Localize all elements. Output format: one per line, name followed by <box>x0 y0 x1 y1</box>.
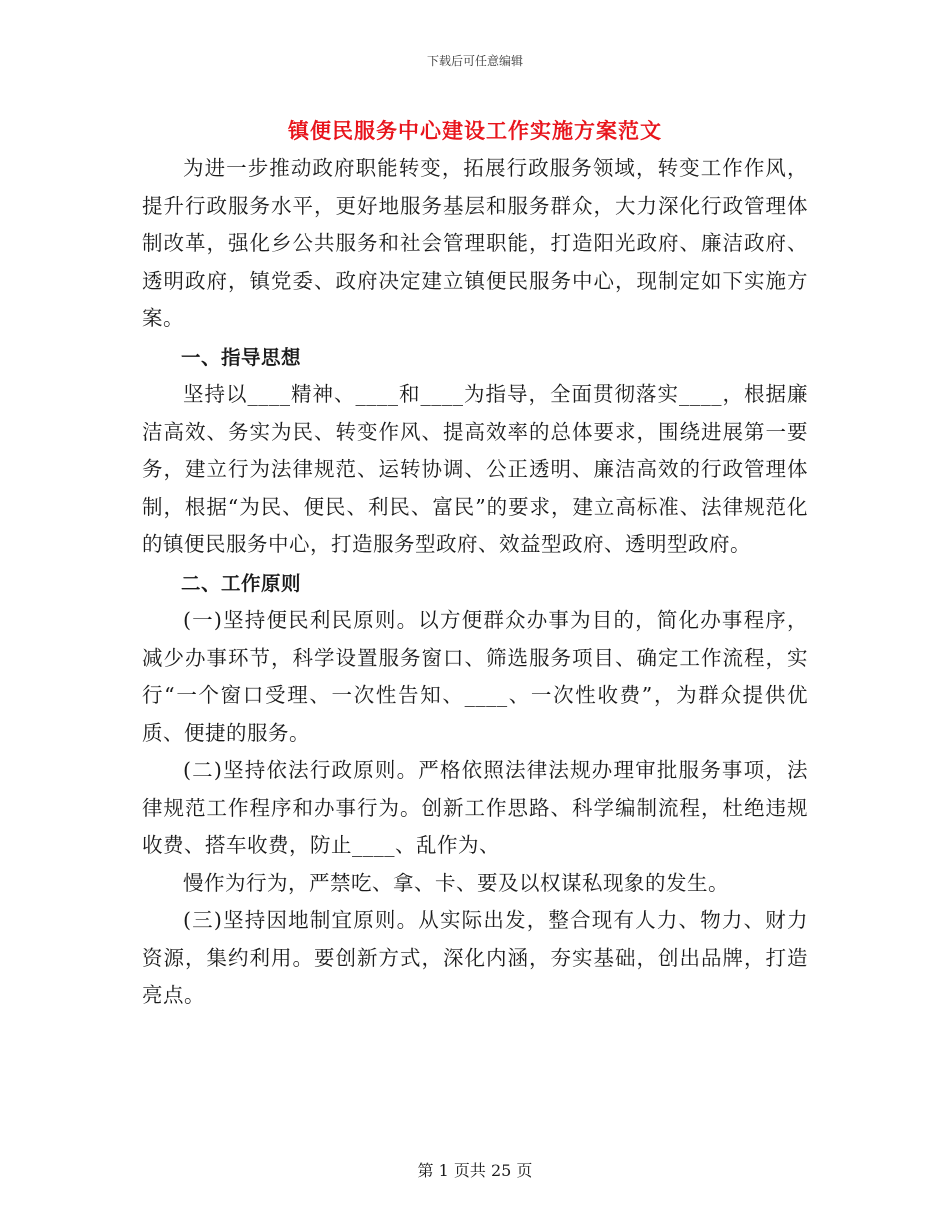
paragraph-principle-3: (三)坚持因地制宜原则。从实际出发，整合现有人力、物力、财力资源，集约利用。要创新方式，深化内涵，夯实基础，创出品牌，打造亮点。 <box>142 908 808 1007</box>
paragraph-guiding-ideology: 坚持以____精神、____和____为指导，全面贯彻落实____，根据廉洁高效、务实为民、转变作风、提高效率的总体要求，围绕进展第一要务，建立行为法律规范、运转协调、公正透明、廉洁高效的行政管理体制，根据“为民、便民、利民、富民”的要求，建立高标准、法律规范化的镇便民服务中心，打造服务型政府、效益型政府、透明型政府。 <box>142 382 808 556</box>
document-body <box>142 150 808 1015</box>
section-heading-work-principles: 二、工作原则 <box>181 571 302 595</box>
page-header-note: 下载后可任意编辑 <box>426 54 523 68</box>
paragraph-principle-1: (一)坚持便民利民原则。以方便群众办事为目的，简化办事程序，减少办事环节，科学设置服务窗口、筛选服务项目、确定工作流程，实行“一个窗口受理、一次性告知、____、一次性收费”，为群众提供优质、便捷的服务。 <box>142 608 808 745</box>
page-number: 第 1 页共 25 页 <box>417 1161 533 1180</box>
section-heading-guiding-ideology: 一、指导思想 <box>181 345 302 369</box>
paragraph-principle-2: (二)坚持依法行政原则。严格依照法律法规办理审批服务事项，法律规范工作程序和办事行为。创新工作思路、科学编制流程，杜绝违规收费、搭车收费，防止____、乱作为、 <box>142 758 808 857</box>
paragraph-intro: 为进一步推动政府职能转变，拓展行政服务领域，转变工作作风，提升行政服务水平，更好地服务基层和服务群众，大力深化行政管理体制改革，强化乡公共服务和社会管理职能，打造阳光政府、廉洁政府、透明政府，镇党委、政府决定建立镇便民服务中心，现制定如下实施方案。 <box>142 156 808 330</box>
document-title: 镇便民服务中心建设工作实施方案范文 <box>288 118 662 143</box>
paragraph-principle-2-continued: 慢作为行为，严禁吃、拿、卡、要及以权谋私现象的发生。 <box>183 870 729 895</box>
